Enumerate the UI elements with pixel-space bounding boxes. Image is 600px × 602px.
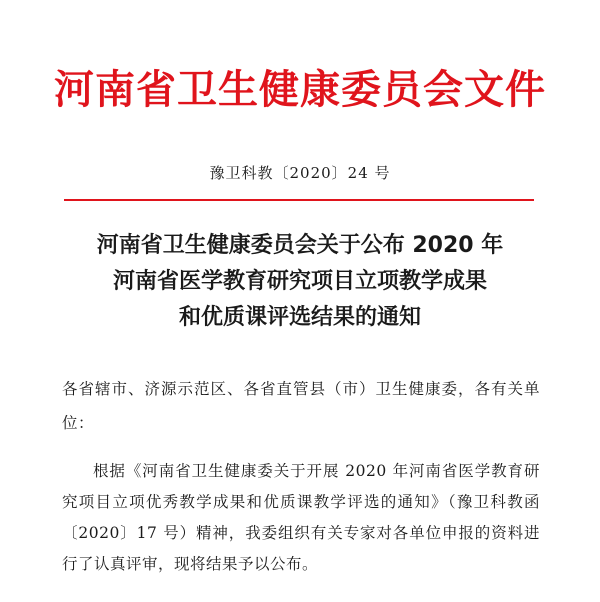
- notice-title-line-1: 河南省卫生健康委员会关于公布 2020 年: [96, 233, 504, 258]
- document-number: 豫卫科教〔2020〕24 号: [209, 164, 391, 182]
- notice-title-line-2: 河南省医学教育研究项目立项教学成果: [112, 269, 487, 294]
- notice-title-line-3: 和优质课评选结果的通知: [178, 305, 421, 330]
- masthead-divider: [64, 199, 534, 201]
- document-masthead: 河南省卫生健康委员会文件: [54, 67, 546, 113]
- notice-salutation: 各省辖市、济源示范区、各省直管县（市）卫生健康委，各有关单位：: [62, 380, 540, 432]
- notice-body-paragraph: 根据《河南省卫生健康委关于开展 2020 年河南省医学教育研究项目立项优秀教学成果和优质课教学评选的通知》（豫卫科教函〔2020〕17 号）精神，我委组织有关专家对各单位申报的资料进行了认真评审，现将结果予以公布。: [62, 462, 540, 573]
- notice-title: [0, 228, 600, 336]
